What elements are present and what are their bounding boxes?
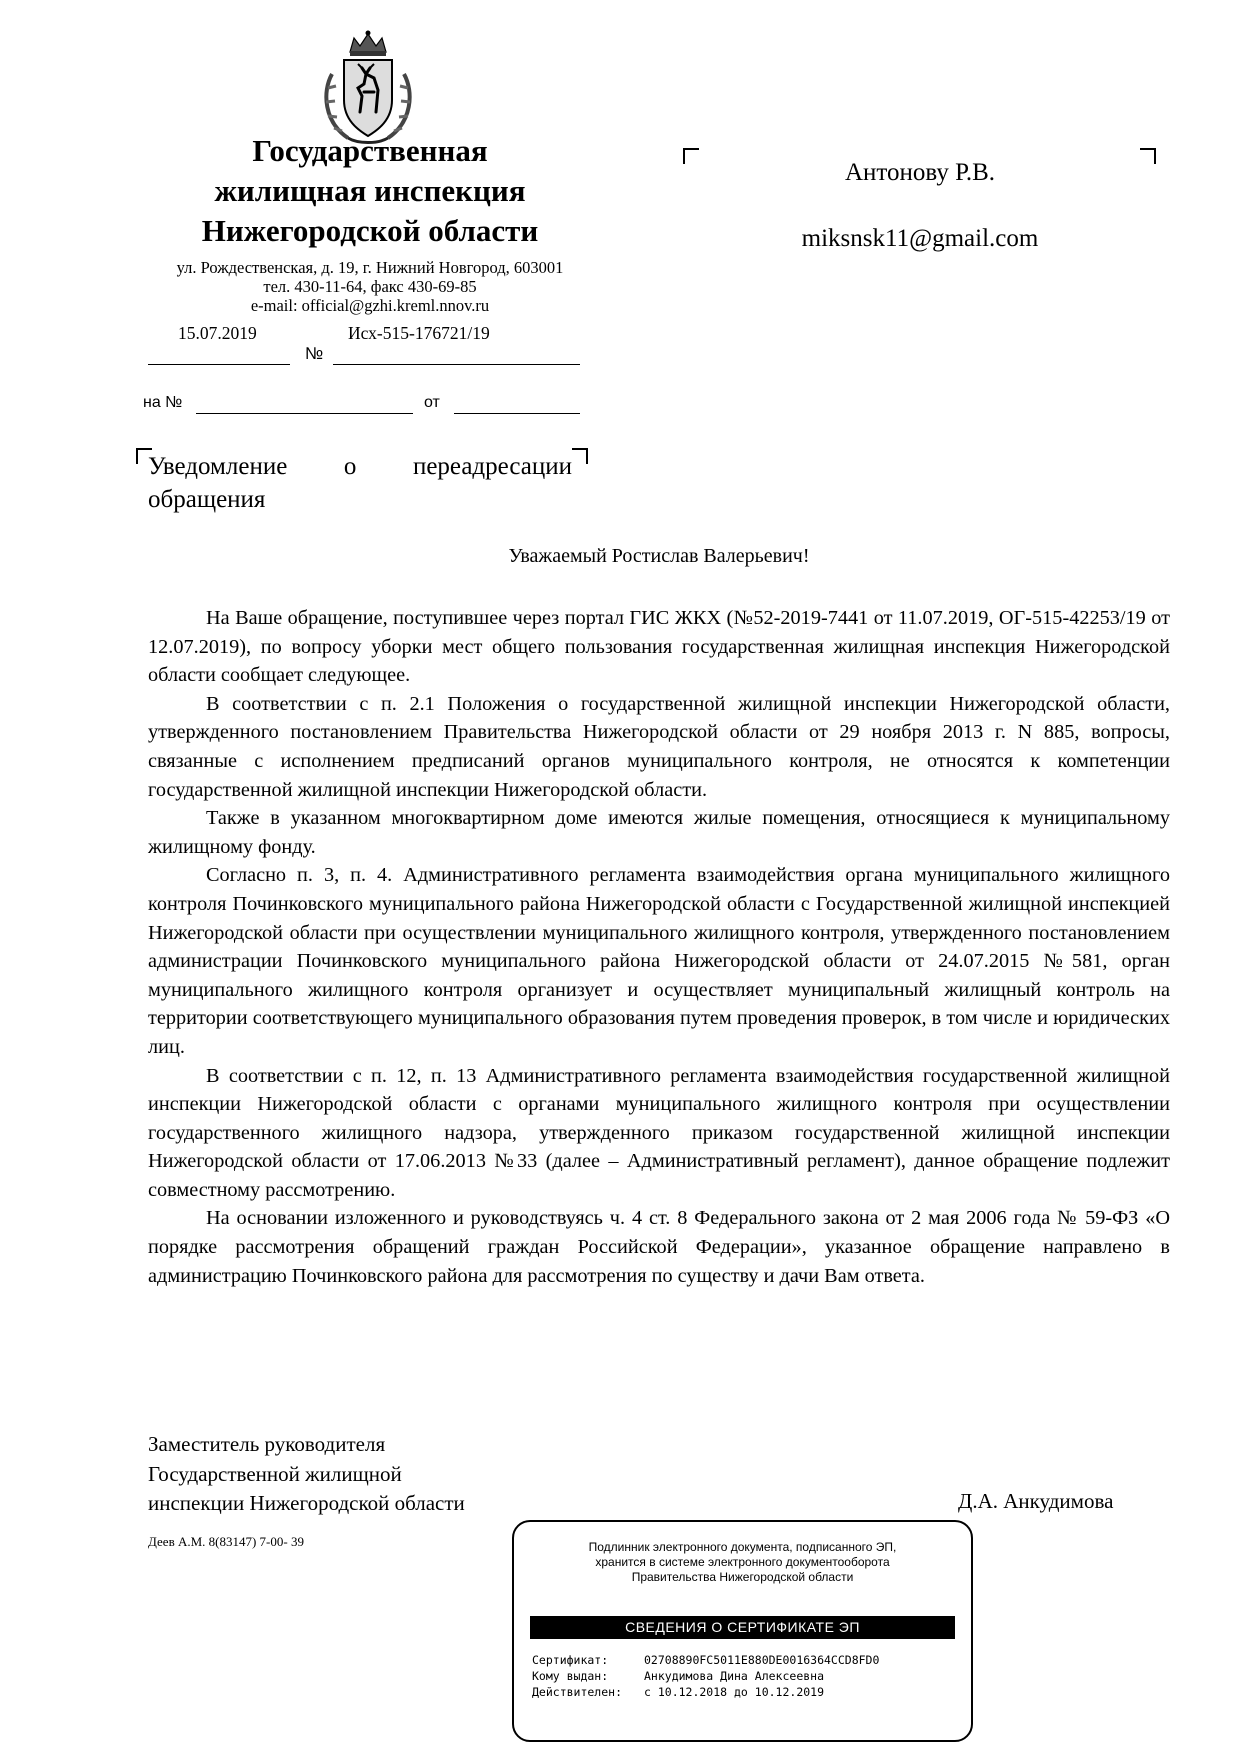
ep-notice-line-3: Правительства Нижегородской области [631, 1570, 854, 1584]
organization-name [160, 131, 580, 251]
subject-word-3: переадресации [412, 453, 572, 480]
subject-word-2: о [343, 453, 357, 480]
recipient-email: miksnsk11@gmail.com [801, 225, 1039, 252]
org-line-2: жилищная инспекция [214, 173, 526, 208]
recipient-name: Антонову Р.В. [844, 159, 996, 186]
signatory-position [148, 1430, 465, 1519]
body-paragraph: В соответствии с п. 12, п. 13 Административного регламента взаимодействия государственной жилищной инспекции Нижегородской области с органами муниципального жилищного контроля при осуществлении государственного жилищного надзора, утвержденного приказом государственной жилищной инспекции Нижегородской области от 17.06.2013 №33 (далее – Административный регламент), данное обращение подлежит совместному рассмотрению. [148, 1064, 1170, 1201]
ref-from-label: от [424, 394, 440, 411]
position-line-1: Заместитель руководителя [148, 1432, 386, 1456]
position-line-3: инспекции Нижегородской области [148, 1491, 465, 1515]
ep-notice [514, 1540, 971, 1585]
ep-valid-label: Действителен: [532, 1685, 623, 1699]
org-line-1: Государственная [252, 133, 488, 168]
body-paragraph: Согласно п. 3, п. 4. Административного регламента взаимодействия органа муниципального жилищного контроля Починковского муниципального района Нижегородской области с Государственной жилищной инспекцией Нижегородской области при осуществлении муниципального жилищного контроля, утвержденного постановлением администрации Починковского муниципального района Нижегородской области от 24.07.2015 №581, орган муниципального жилищного контроля организует и осуществляет муниципальный жилищный контроль на территории соответствующего муниципального образования путем проведения проверок, в том числе и юридических лиц. [148, 864, 1170, 1058]
ep-notice-line-1: Подлинник электронного документа, подписанного ЭП, [588, 1540, 897, 1554]
subject-line-2: обращения [148, 486, 266, 513]
ep-cert-label: Сертификат: [532, 1653, 609, 1667]
ref-number-label: на № [143, 394, 183, 411]
org-email: e-mail: official@gzhi.kreml.nnov.ru [250, 296, 490, 315]
ep-cert-row [532, 1652, 879, 1668]
signatory-name: Д.А. Анкудимова [958, 1489, 1114, 1513]
body-paragraph: Также в указанном многоквартирном доме имеются жилые помещения, относящиеся к муниципальному жилищному фонду. [148, 807, 1170, 858]
body-paragraph: В соответствии с п. 2.1 Положения о государственной жилищной инспекции Нижегородской области, утвержденного постановлением Правительства Нижегородской области от 29 ноября 2013 г. N 885, вопросы, связанные с исполнением предписаний органов муниципального контроля, не относятся к компетенции государственной жилищной инспекции Нижегородской области. [148, 692, 1170, 801]
subject-title [148, 450, 572, 516]
outgoing-date: 15.07.2019 [178, 323, 257, 343]
ep-notice-line-2: хранится в системе электронного документооборота [595, 1555, 890, 1569]
org-address: ул. Рождественская, д. 19, г. Нижний Новгород, 603001 [176, 258, 564, 277]
org-phone: тел. 430-11-64, факс 430-69-85 [263, 277, 477, 296]
number-sign: № [305, 344, 324, 363]
electronic-signature-stamp [512, 1520, 973, 1742]
body-paragraph: На Ваше обращение, поступившее через портал ГИС ЖКХ (№52-2019-7441 от 11.07.2019, ОГ-515-42253/19 от 12.07.2019), по вопросу уборки мест общего пользования государственная жилищная инспекция Нижегородской области сообщает следующее. [148, 607, 1170, 687]
ep-certificate-details [532, 1652, 879, 1700]
letter-body [148, 604, 1170, 1290]
ep-cert-value: 02708890FC5011E880DE0016364CCD8FD0 [644, 1653, 880, 1667]
ep-issued-label: Кому выдан: [532, 1669, 609, 1683]
ep-issued-value: Анкудимова Дина Алексеевна [644, 1669, 825, 1683]
date-underline [148, 364, 290, 365]
ref-from-underline [454, 413, 580, 414]
outgoing-number: Исх-515-176721/19 [348, 323, 490, 343]
ep-certificate-title: СВЕДЕНИЯ О СЕРТИФИКАТЕ ЭП [530, 1616, 955, 1639]
body-paragraph: На основании изложенного и руководствуясь ч. 4 ст. 8 Федерального закона от 2 мая 2006 года № 59-ФЗ «О порядке рассмотрения обращений граждан Российской Федерации», указанное обращение направлено в администрацию Починковского района для рассмотрения по существу и дачи Вам ответа. [148, 1207, 1170, 1287]
org-line-3: Нижегородской области [201, 213, 539, 248]
greeting: Уважаемый Ростислав Валерьевич! [508, 545, 810, 567]
ep-valid-row [532, 1684, 879, 1700]
ref-number-underline [196, 413, 413, 414]
ep-issued-row [532, 1668, 879, 1684]
subject-word-1: Уведомление [148, 453, 288, 480]
ep-valid-value: с 10.12.2018 до 10.12.2019 [644, 1685, 825, 1699]
number-underline [333, 364, 580, 365]
position-line-2: Государственной жилищной [148, 1461, 402, 1486]
subject-corner-right [572, 448, 588, 464]
org-contacts [130, 258, 610, 315]
executor-info: Деев А.М. 8(83147) 7-00- 39 [148, 1534, 304, 1549]
